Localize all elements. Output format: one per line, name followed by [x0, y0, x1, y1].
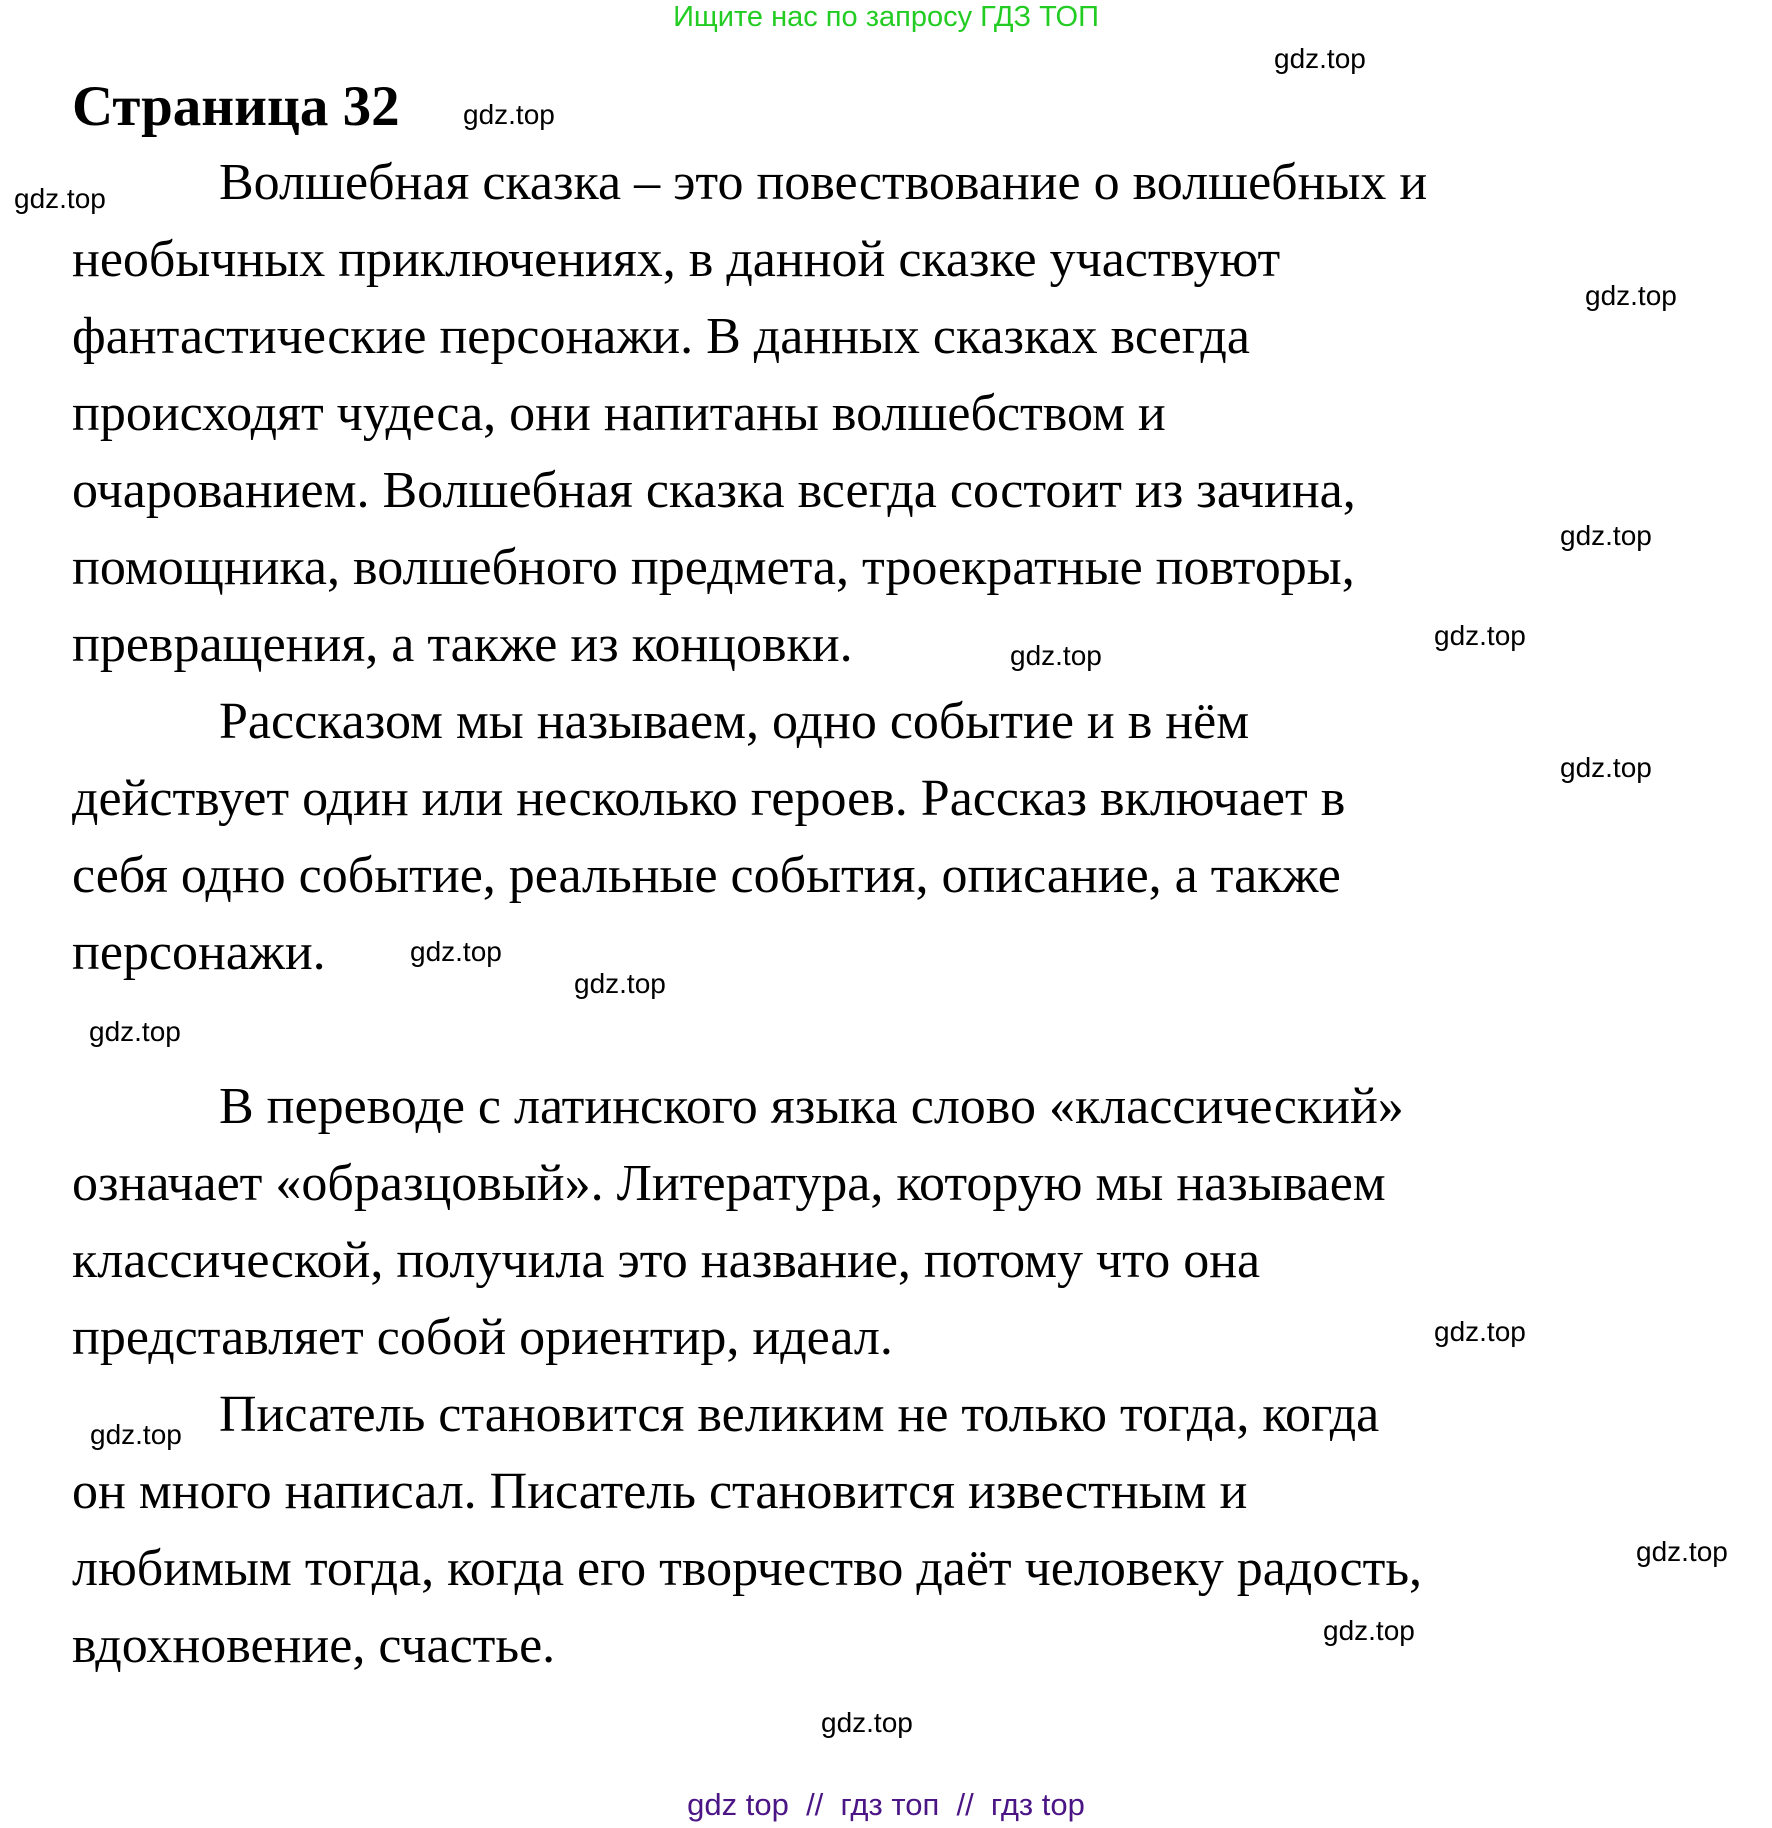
- text-line: классической, получила это название, потому что она: [72, 1232, 1261, 1289]
- text-line: означает «образцовый». Литература, которую мы называем: [72, 1155, 1386, 1212]
- spacer: [72, 991, 1427, 1068]
- text-line: действует один или несколько героев. Рассказ включает в: [72, 770, 1346, 827]
- text-line: любимым тогда, когда его творчество даёт человеку радость,: [72, 1540, 1423, 1597]
- text-line: очарованием. Волшебная сказка всегда состоит из зачина,: [72, 462, 1356, 519]
- footer-links: gdz top // гдз топ // гдз top: [687, 1787, 1085, 1822]
- text-line: Писатель становится великим не только тогда, когда: [219, 1386, 1380, 1443]
- text-line: помощника, волшебного предмета, троекратные повторы,: [72, 539, 1355, 596]
- watermark: gdz.top: [1434, 1316, 1526, 1347]
- text-line: В переводе с латинского языка слово «классический»: [219, 1078, 1404, 1135]
- text-line: необычных приключениях, в данной сказке участвуют: [72, 231, 1281, 288]
- text-line: происходят чудеса, они напитаны волшебством и: [72, 385, 1166, 442]
- answer-text: [72, 144, 1427, 1684]
- text-line: он много написал. Писатель становится известным и: [72, 1463, 1248, 1520]
- watermark: gdz.top: [821, 1707, 913, 1738]
- text-line: вдохновение, счастье.: [72, 1617, 556, 1674]
- paragraph-classic: [72, 1068, 1427, 1376]
- watermark: gdz.top: [1323, 1615, 1415, 1646]
- paragraph-fairy-tale: [72, 144, 1427, 683]
- watermark: gdz.top: [1434, 620, 1526, 651]
- watermark: gdz.top: [1010, 640, 1102, 671]
- text-line: себя одно событие, реальные события, описание, а также: [72, 847, 1341, 904]
- watermark: gdz.top: [14, 183, 106, 214]
- watermark: gdz.top: [463, 99, 555, 130]
- watermark: gdz.top: [89, 1016, 181, 1047]
- text-line: персонажи.: [72, 924, 326, 981]
- watermark: gdz.top: [1585, 280, 1677, 311]
- watermark: gdz.top: [1274, 43, 1366, 74]
- text-line: фантастические персонажи. В данных сказках всегда: [72, 308, 1250, 365]
- page-title: Страница 32: [72, 75, 400, 138]
- paragraph-writer: [72, 1376, 1427, 1684]
- text-line: превращения, а также из концовки.: [72, 616, 853, 673]
- watermark: gdz.top: [410, 936, 502, 967]
- text-line: Волшебная сказка – это повествование о волшебных и: [219, 154, 1428, 211]
- watermark: gdz.top: [90, 1419, 182, 1450]
- text-line: Рассказом мы называем, одно событие и в нём: [219, 693, 1250, 750]
- text-line: представляет собой ориентир, идеал.: [72, 1309, 893, 1366]
- watermark: gdz.top: [1636, 1536, 1728, 1567]
- search-hint-banner: Ищите нас по запросу ГДЗ ТОП: [673, 1, 1099, 33]
- watermark: gdz.top: [1560, 752, 1652, 783]
- paragraph-story: [72, 683, 1427, 991]
- watermark: gdz.top: [1560, 520, 1652, 551]
- watermark: gdz.top: [574, 968, 666, 999]
